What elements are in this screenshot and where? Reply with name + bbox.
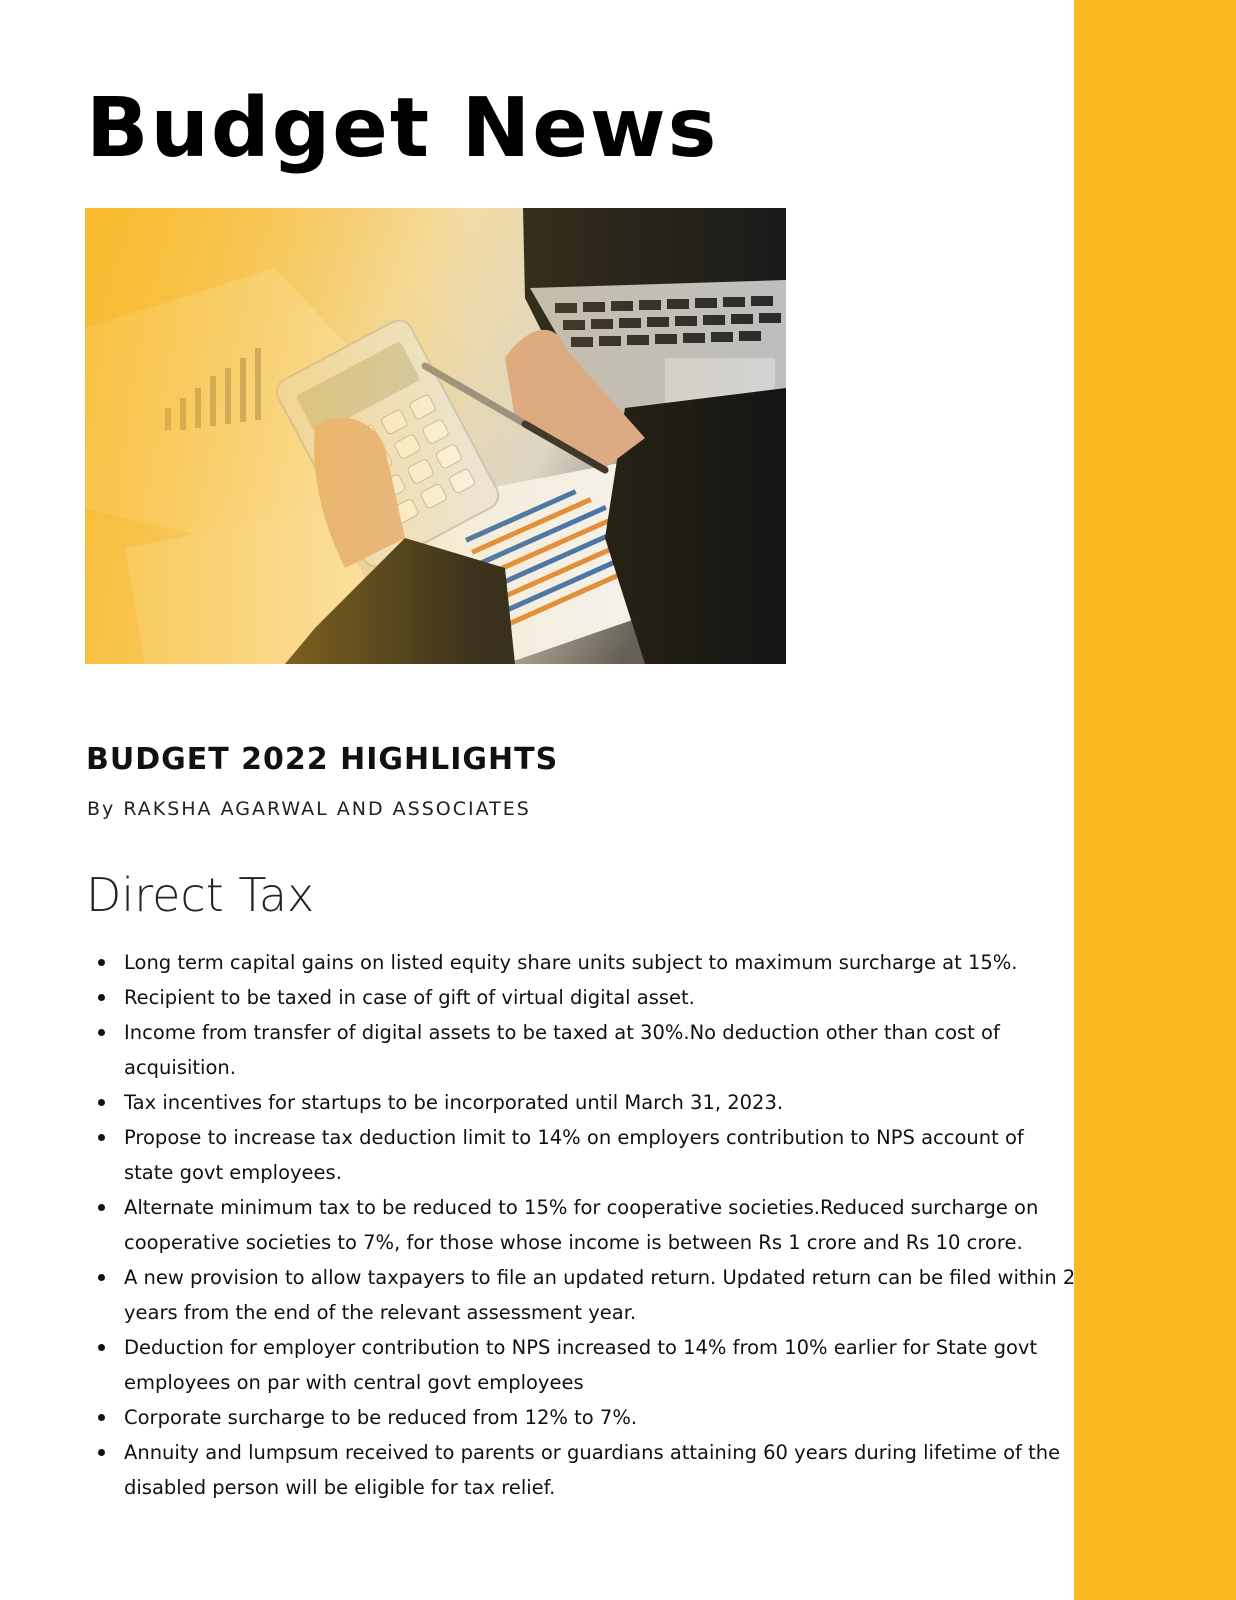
list-item: Long term capital gains on listed equity share units subject to maximum surcharge at 15%. [124, 945, 1076, 980]
list-item: Tax incentives for startups to be incorporated until March 31, 2023. [124, 1085, 1076, 1120]
list-item: Corporate surcharge to be reduced from 12% to 7%. [124, 1400, 1076, 1435]
yellow-side-bar [1074, 0, 1236, 1600]
page-title: Budget News [86, 81, 719, 176]
calculator-laptop-chart-photo-icon [85, 208, 786, 664]
list-item: Recipient to be taxed in case of gift of virtual digital asset. [124, 980, 1076, 1015]
list-item: A new provision to allow taxpayers to file an updated return. Updated return can be filed within 2 years from the end of the relevant assessment year. [124, 1260, 1076, 1330]
direct-tax-heading: Direct Tax [86, 868, 315, 922]
list-item: Alternate minimum tax to be reduced to 15% for cooperative societies.Reduced surcharge on cooperative societies to 7%, for those whose income is between Rs 1 crore and Rs 10 crore. [124, 1190, 1076, 1260]
list-item: Propose to increase tax deduction limit to 14% on employers contribution to NPS account of state govt employees. [124, 1120, 1076, 1190]
list-item: Deduction for employer contribution to NPS increased to 14% from 10% earlier for State govt employees on par with central govt employees [124, 1330, 1076, 1400]
section-heading: BUDGET 2022 HIGHLIGHTS [86, 742, 559, 777]
direct-tax-list [86, 945, 1076, 1505]
list-item: Income from transfer of digital assets to be taxed at 30%.No deduction other than cost of acquisition. [124, 1015, 1076, 1085]
byline: By RAKSHA AGARWAL AND ASSOCIATES [87, 798, 531, 820]
hero-image [85, 208, 786, 664]
list-item: Annuity and lumpsum received to parents or guardians attaining 60 years during lifetime of the disabled person will be eligible for tax relief. [124, 1435, 1076, 1505]
